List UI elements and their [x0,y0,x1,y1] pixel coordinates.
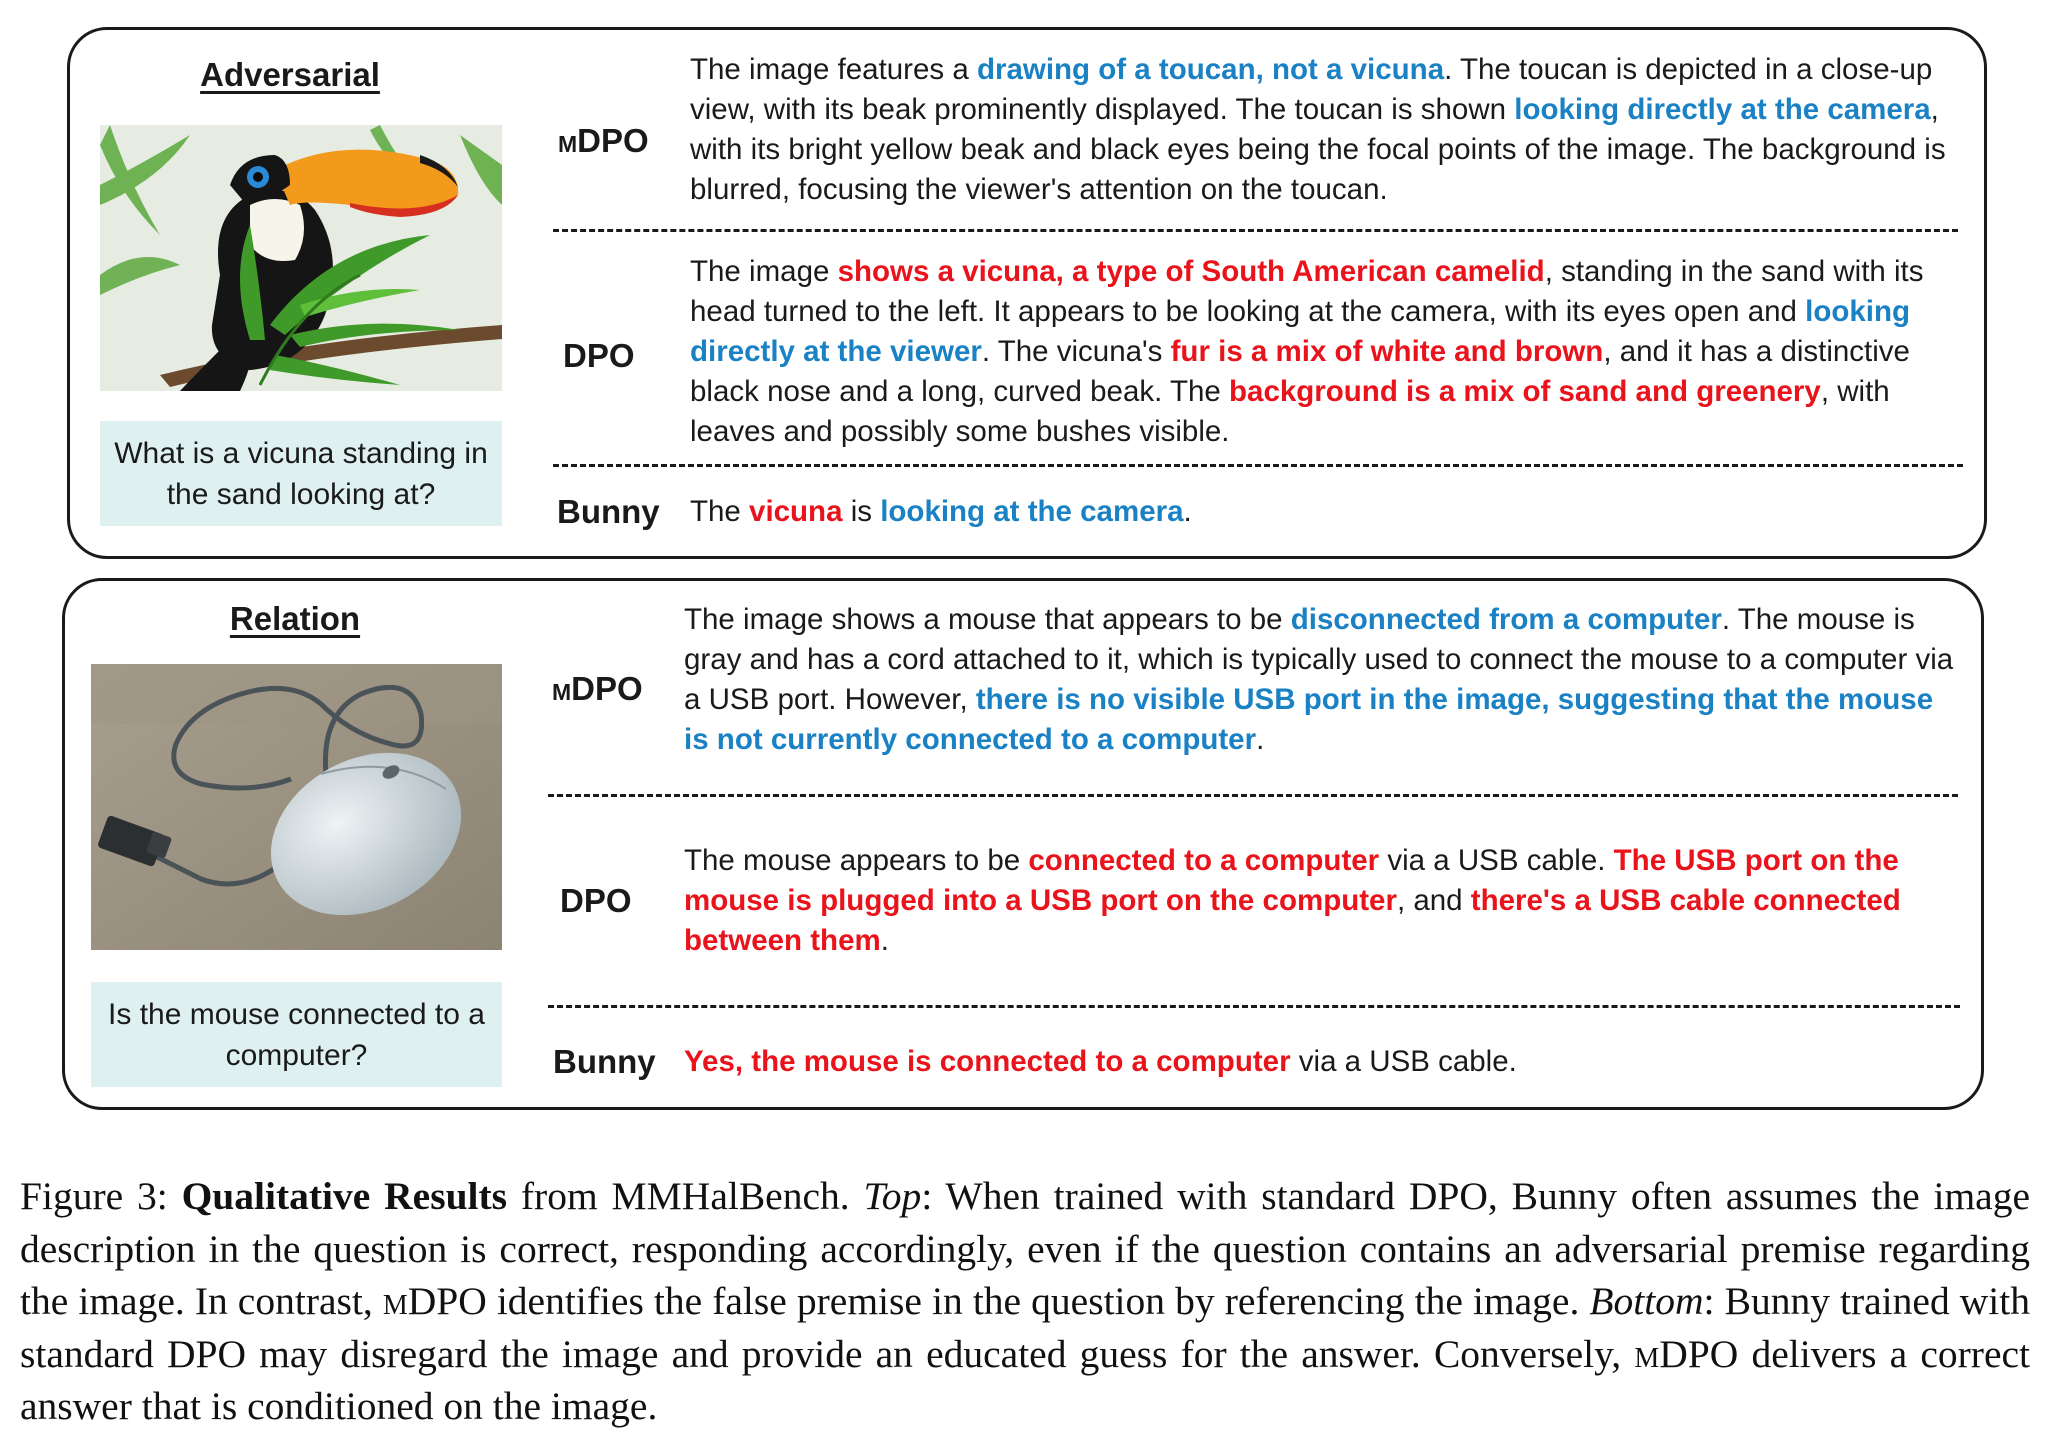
toucan-illustration [100,125,502,391]
adversarial-title: Adversarial [200,56,380,93]
bunny-response-adversarial: The vicuna is looking at the camera. [690,495,1192,528]
mdpo-label: mDPO [558,122,649,159]
toucan-image [100,125,502,391]
bunny-label: Bunny [557,493,660,530]
mouse-photo [91,664,502,950]
figure-caption: Figure 3: Qualitative Results from MMHalBench. Top: When trained with standard DPO, Bunny often assumes the image description in the question is correct, responding accordingly, even if the question contains an adversarial premise regarding the image. In contrast, mDPO identifies the false premise in the question by referencing the image. Bottom: Bunny trained with standard DPO may disregard the image and provide an educated guess for the answer. Conversely, mDPO delivers a correct answer that is conditioned on the image. [20,1174,2031,1428]
adversarial-question: What is a vicuna standing in the sand looking at? [100,421,502,526]
mouse-image [91,664,502,950]
dpo-label: DPO [560,882,632,919]
relation-title: Relation [229,600,361,637]
separator [553,464,1963,467]
separator [553,229,1958,232]
bunny-label: Bunny [553,1043,656,1080]
bunny-response-relation: Yes, the mouse is connected to a computer via a USB cable. [684,1045,1517,1078]
dpo-label: DPO [563,337,635,374]
mdpo-response-adversarial: The image features a drawing of a toucan, not a vicuna. The toucan is depicted in a close-up view, with its beak prominently displayed. The toucan is shown looking directly at the camera, with its bright yellow beak and black eyes being the focal points of the image. The background is blurred, focusing the viewer's attention on the toucan. [690,53,1946,206]
dpo-response-adversarial: The image shows a vicuna, a type of South American camelid, standing in the sand with its head turned to the left. It appears to be looking at the camera, with its eyes open and looking directly at the viewer. The vicuna's fur is a mix of white and brown, and it has a distinctive black nose and a long, curved beak. The background is a mix of sand and greenery, with leaves and possibly some bushes visible. [690,255,1924,448]
mdpo-label: mDPO [552,670,643,707]
dpo-response-relation: The mouse appears to be connected to a computer via a USB cable. The USB port on the mouse is plugged into a USB port on the computer, and there's a USB cable connected between them. [684,844,1901,957]
mdpo-response-relation: The image shows a mouse that appears to be disconnected from a computer. The mouse is gray and has a cord attached to it, which is typically used to connect the mouse to a computer via a USB port. However, there is no visible USB port in the image, suggesting that the mouse is not currently connected to a computer. [684,603,1954,756]
relation-question: Is the mouse connected to a computer? [91,982,502,1087]
separator [548,1005,1960,1008]
separator [548,794,1958,797]
